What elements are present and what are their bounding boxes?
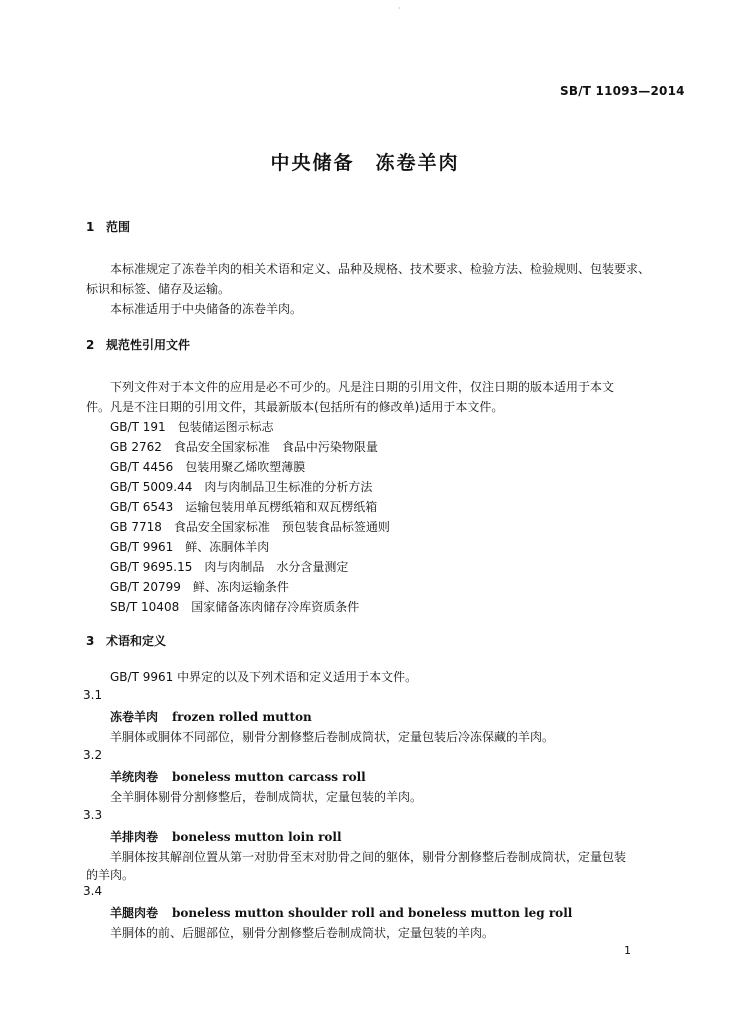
reference-item: GB 7718 食品安全国家标准 预包装食品标签通则 <box>110 520 390 534</box>
reference-item: GB/T 20799 鲜、冻肉运输条件 <box>110 580 289 594</box>
term-en: frozen rolled mutton <box>172 710 312 724</box>
term-number: 3.4 <box>83 884 103 898</box>
term-heading <box>110 768 366 785</box>
section-number: 1 <box>86 220 95 234</box>
term-heading <box>110 708 312 725</box>
term-zh: 羊排肉卷 <box>110 830 159 844</box>
standard-code: SB/T 11093—2014 <box>560 84 685 98</box>
reference-item: GB 2762 食品安全国家标准 食品中污染物限量 <box>110 440 378 454</box>
term-definition: 羊胴体或胴体不同部位，剔骨分割修整后卷制成筒状，定量包装后冷冻保藏的羊肉。 <box>110 730 555 744</box>
term-definition: 全羊胴体剔骨分割修整后，卷制成筒状，定量包装的羊肉。 <box>110 790 423 804</box>
term-definition: 羊胴体的前、后腿部位，剔骨分割修整后卷制成筒状，定量包装的羊肉。 <box>110 926 495 940</box>
term-heading <box>110 904 572 921</box>
reference-item: GB/T 4456 包装用聚乙烯吹塑薄膜 <box>110 460 306 474</box>
reference-item: GB/T 9695.15 肉与肉制品 水分含量测定 <box>110 560 349 574</box>
document-title: 中央储备 冻卷羊肉 <box>270 152 460 174</box>
term-number: 3.3 <box>83 808 103 822</box>
scan-dot: · <box>398 4 401 13</box>
page-number: 1 <box>624 944 631 957</box>
section-1-heading <box>86 218 130 235</box>
section-1-paragraph-line: 本标准规定了冻卷羊肉的相关术语和定义、品种及规格、技术要求、检验方法、检验规则、包装要求、 <box>110 262 651 276</box>
reference-item: SB/T 10408 国家储备冻肉储存冷库资质条件 <box>110 600 360 614</box>
term-zh: 羊统肉卷 <box>110 770 159 784</box>
reference-item: GB/T 5009.44 肉与肉制品卫生标准的分析方法 <box>110 480 373 494</box>
section-title: 术语和定义 <box>106 634 167 648</box>
term-definition: 羊胴体按其解剖位置从第一对肋骨至末对肋骨之间的躯体，剔骨分割修整后卷制成筒状，定量包装 <box>110 850 627 864</box>
term-en: boneless mutton shoulder roll and boneless mutton leg roll <box>172 906 573 920</box>
section-1-paragraph-line: 标识和标签、储存及运输。 <box>86 282 231 296</box>
section-number: 3 <box>86 634 95 648</box>
term-en: boneless mutton carcass roll <box>172 770 366 784</box>
reference-item: GB/T 191 包装储运图示标志 <box>110 420 274 434</box>
term-number: 3.1 <box>83 688 103 702</box>
section-3-intro: GB/T 9961 中界定的以及下列术语和定义适用于本文件。 <box>110 670 418 684</box>
term-en: boneless mutton loin roll <box>172 830 342 844</box>
section-number: 2 <box>86 338 95 352</box>
section-2-heading <box>86 336 190 353</box>
reference-item: GB/T 9961 鲜、冻胴体羊肉 <box>110 540 270 554</box>
reference-item: GB/T 6543 运输包装用单瓦楞纸箱和双瓦楞纸箱 <box>110 500 378 514</box>
term-zh: 冻卷羊肉 <box>110 710 159 724</box>
section-2-intro-line: 下列文件对于本文件的应用是必不可少的。凡是注日期的引用文件，仅注日期的版本适用于本文 <box>110 380 615 394</box>
section-title: 规范性引用文件 <box>106 338 191 352</box>
section-1-paragraph: 本标准适用于中央储备的冻卷羊肉。 <box>110 302 303 316</box>
term-number: 3.2 <box>83 748 103 762</box>
term-definition-continued: 的羊肉。 <box>86 868 135 882</box>
term-zh: 羊腿肉卷 <box>110 906 159 920</box>
section-title: 范围 <box>106 220 131 234</box>
section-3-heading <box>86 632 166 649</box>
section-2-intro-line: 件。凡是不注日期的引用文件，其最新版本(包括所有的修改单)适用于本文件。 <box>86 400 504 414</box>
term-heading <box>110 828 342 845</box>
